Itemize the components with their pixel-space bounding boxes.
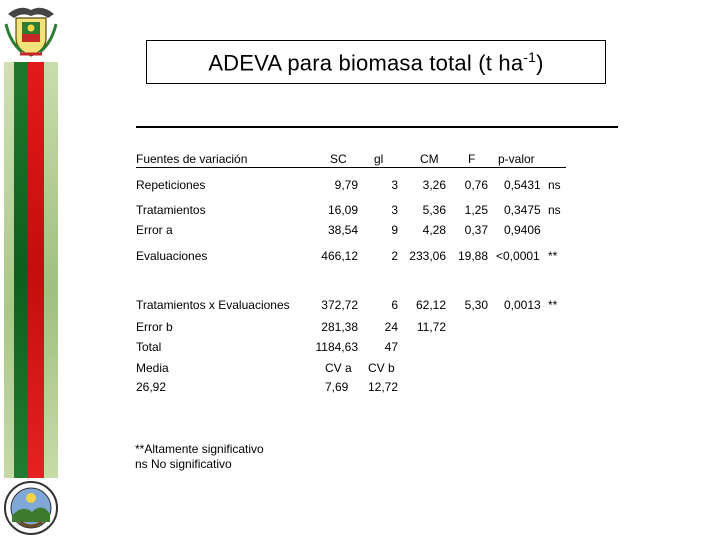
row-sc: 372,72 [321,298,358,312]
summary-value-media: 26,92 [136,380,167,394]
row-gl: 24 [384,320,398,334]
summary-label-cvb: CV b [368,361,395,375]
header-fuentes: Fuentes de variación [136,152,248,166]
row-p: 0,3475 [504,203,541,217]
coat-of-arms-icon [2,2,60,60]
row-cm: 62,12 [415,298,446,312]
green-stripe [14,62,28,478]
summary-value-cvb: 12,72 [368,380,399,394]
summary-label-cva: CV a [325,361,352,375]
summary-label-media: Media [136,361,169,375]
row-sc: 1184,63 [315,340,358,354]
row-fuente: Total [136,340,162,354]
red-stripe [28,62,44,478]
row-gl: 6 [391,298,398,312]
row-sc: 38,54 [327,223,358,237]
row-fuente: Evaluaciones [136,249,208,263]
row-fuente: Tratamientos [136,203,206,217]
row-cm: 11,72 [416,320,446,334]
title-superscript: -1 [523,49,537,65]
row-gl: 47 [384,340,398,354]
row-f: 19,88 [457,249,488,263]
row-sc: 9,79 [334,178,358,192]
footnote-not-significant: ns No significativo [135,457,232,471]
header-sc: SC [330,152,347,166]
summary-value-cva: 7,69 [325,380,349,394]
row-p: 0,9406 [504,223,541,237]
row-gl: 2 [391,249,398,263]
row-gl: 9 [391,223,398,237]
row-sc: 16,09 [327,203,358,217]
row-sc: 281,38 [321,320,358,334]
sidebar-decoration [0,0,62,540]
row-cm: 4,28 [422,223,446,237]
light-green-stripe [4,62,14,478]
table-top-rule [136,126,618,128]
header-f: F [468,152,476,166]
row-f: 5,30 [464,298,488,312]
row-sig: ** [548,298,558,312]
row-f: 0,76 [464,178,488,192]
title-close: ) [536,50,544,76]
row-fuente: Repeticiones [136,178,206,192]
row-cm: 5,36 [422,203,446,217]
footnote-highly-significant: **Altamente significativo [135,442,264,456]
row-gl: 3 [391,178,398,192]
header-cm: CM [420,152,439,166]
row-cm: 233,06 [409,249,446,263]
header-rule [136,167,566,168]
row-fuente: Error a [136,223,173,237]
row-sig: ns [548,178,561,192]
row-p: 0,0013 [504,298,541,312]
row-f: 1,25 [464,203,488,217]
row-p: 0,5431 [504,178,541,192]
title-text: ADEVA para biomasa total (t ha [208,50,524,76]
row-f: 0,37 [464,223,488,237]
page-title [147,49,605,76]
light-green-stripe-right [44,62,58,478]
row-cm: 3,26 [422,178,446,192]
row-fuente: Tratamientos x Evaluaciones [136,298,290,312]
row-sig: ** [548,249,558,263]
header-p-valor: p-valor [498,152,535,166]
row-fuente: Error b [136,320,173,334]
header-gl: gl [374,152,384,166]
row-sig: ns [548,203,561,217]
title-box [146,40,606,84]
university-seal-icon [2,478,60,538]
row-sc: 466,12 [321,249,358,263]
row-p: <0,0001 [496,249,540,263]
row-gl: 3 [391,203,398,217]
